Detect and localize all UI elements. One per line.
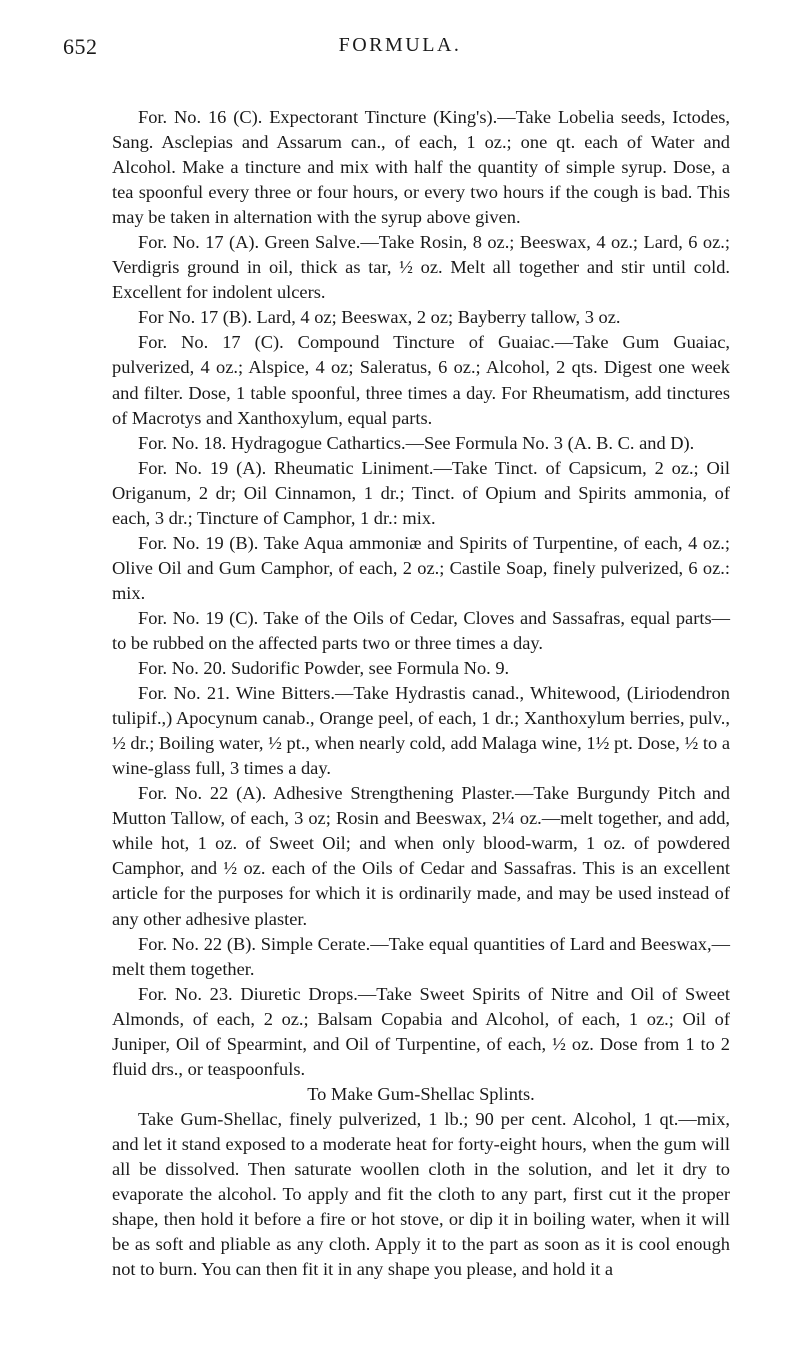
page-header — [0, 30, 800, 60]
formula-19a: For. No. 19 (A). Rheumatic Liniment.—Take Tinct. of Capsicum, 2 oz.; Oil Origanum, 2 dr; Oil Cinnamon, 1 dr.; Tinct. of Opium and Spirits ammonia, of each, 3 dr.; Tincture of Camphor, 1 dr.: mix. — [112, 457, 730, 528]
formula-21: For. No. 21. Wine Bitters.—Take Hydrastis canad., Whitewood, (Liriodendron tulipif.,) Apocynum canab., Orange peel, of each, 1 dr.; Xanthoxylum berries, pulv., ½ dr.; Boiling water, ½ pt., when nearly cold, add Malaga wine, 1½ pt. Dose, ½ to a wine-glass full, 3 times a day. — [112, 683, 730, 779]
formula-17b: For No. 17 (B). Lard, 4 oz; Beeswax, 2 oz; Bayberry tallow, 3 oz. — [138, 307, 621, 328]
formula-18: For. No. 18. Hydragogue Cathartics.—See Formula No. 3 (A. B. C. and D). — [138, 432, 695, 453]
formula-22a: For. No. 22 (A). Adhesive Strengthening Plaster.—Take Burgundy Pitch and Mutton Tallow, of each, 3 oz; Rosin and Beeswax, 2¼ oz.—melt together, and add, while hot, 1 oz. of Sweet Oil; and when only blood-warm, 1 oz. of powdered Camphor, and ½ oz. each of the Oils of Cedar and Sassafras. This is an excellent article for the purposes for which it is ordinarily made, and may be used instead of any other adhesive plaster. — [112, 783, 730, 929]
formula-20: For. No. 20. Sudorific Powder, see Formula No. 9. — [138, 658, 510, 679]
page-number: 652 — [63, 34, 98, 59]
running-head: FORMULA. — [338, 34, 462, 56]
formula-22b: For. No. 22 (B). Simple Cerate.—Take equal quantities of Lard and Beeswax,—melt them together. — [112, 933, 730, 979]
formula-17a: For. No. 17 (A). Green Salve.—Take Rosin, 8 oz.; Beeswax, 4 oz.; Lard, 6 oz.; Verdigris ground in oil, thick as tar, ½ oz. Melt all together and stir until cold. Excellent for indolent ulcers. — [112, 232, 730, 303]
closing-paragraph: Take Gum-Shellac, finely pulverized, 1 lb.; 90 per cent. Alcohol, 1 qt.—mix, and let it stand exposed to a moderate heat for forty-eight hours, when the gum will all be dissolved. Then saturate woollen cloth in the solution, and let it dry to evaporate the alcohol. To apply and fit the cloth to any part, first cut it the proper shape, then hold it before a fire or hot stove, or dip it in boiling water, when it will be as soft and pliable as any cloth. Apply it to the part as soon as it is cool enough not to burn. You can then fit it in any shape you please, and hold it a — [112, 1108, 730, 1280]
formula-16c: For. No. 16 (C). Expectorant Tincture (King's).—Take Lobelia seeds, Ictodes, Sang. Asclepias and Assarum can., of each, 1 oz.; one qt. each of Water and Alcohol. Make a tincture and mix with half the quantity of simple syrup. Dose, a tea spoonful every three or four hours, or every two hours if the cough is bad. This may be taken in alternation with the syrup above given. — [112, 107, 730, 228]
body-text — [112, 105, 730, 1282]
formula-17c: For. No. 17 (C). Compound Tincture of Guaiac.—Take Gum Guaiac, pulverized, 4 oz.; Alspice, 4 oz; Saleratus, 6 oz.; Alcohol, 2 qts. Digest one week and filter. Dose, 1 table spoonful, three times a day. For Rheumatism, add tinctures of Macrotys and Xanthoxylum, equal parts. — [112, 332, 730, 428]
section-title: To Make Gum-Shellac Splints. — [307, 1083, 535, 1104]
formula-19b: For. No. 19 (B). Take Aqua ammoniæ and Spirits of Turpentine, of each, 4 oz.; Olive Oil and Gum Camphor, of each, 2 oz.; Castile Soap, finely pulverized, 6 oz.: mix. — [112, 532, 730, 603]
formula-19c: For. No. 19 (C). Take of the Oils of Cedar, Cloves and Sassafras, equal parts—to be rubbed on the affected parts two or three times a day. — [112, 607, 730, 653]
formula-23: For. No. 23. Diuretic Drops.—Take Sweet Spirits of Nitre and Oil of Sweet Almonds, of each, 2 oz.; Balsam Copabia and Alcohol, of each, 1 oz.; Oil of Juniper, Oil of Spearmint, and Oil of Turpentine, of each, ½ oz. Dose from 1 to 2 fluid drs., or teaspoonfuls. — [112, 983, 730, 1079]
